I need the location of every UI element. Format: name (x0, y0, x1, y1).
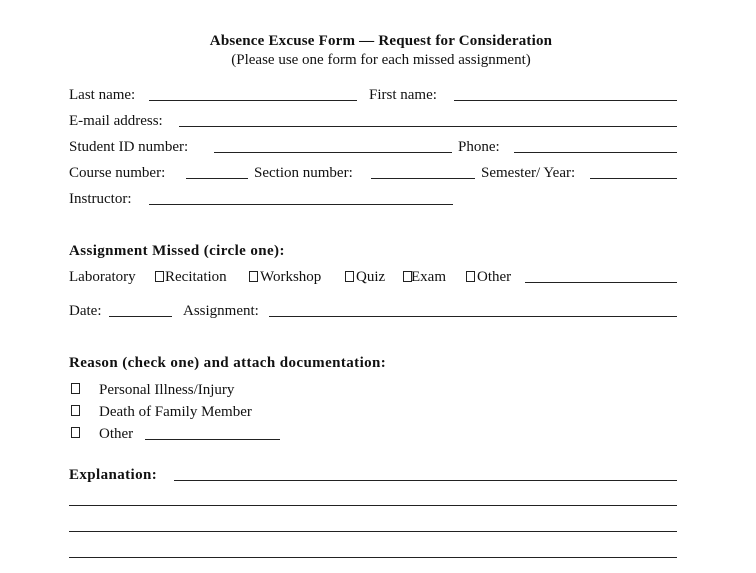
form-subtitle: (Please use one form for each missed assignment) (231, 52, 531, 68)
death-family-checkbox[interactable] (71, 405, 80, 416)
option-workshop[interactable]: Workshop (260, 269, 322, 285)
reason-illness-label: Personal Illness/Injury (99, 382, 235, 398)
email-field[interactable] (179, 126, 677, 127)
option-quiz[interactable]: Quiz (356, 269, 386, 285)
assignment-label: Assignment: (183, 303, 259, 319)
date-field[interactable] (109, 316, 172, 317)
reason-heading: Reason (check one) and attach documentation: (69, 355, 387, 371)
section-number-label: Section number: (254, 165, 353, 181)
reason-other-label: Other (99, 426, 134, 442)
explanation-line-4[interactable] (69, 557, 677, 558)
illness-checkbox[interactable] (71, 383, 80, 394)
recitation-checkbox[interactable] (155, 271, 164, 282)
instructor-label: Instructor: (69, 191, 132, 207)
quiz-checkbox[interactable] (345, 271, 354, 282)
option-exam[interactable]: Exam (411, 269, 446, 285)
email-label: E-mail address: (69, 113, 163, 129)
other-assignment-checkbox[interactable] (466, 271, 475, 282)
other-reason-checkbox[interactable] (71, 427, 80, 438)
semester-year-label: Semester/ Year: (481, 165, 576, 181)
form-title: Absence Excuse Form — Request for Consideration (209, 33, 553, 49)
section-number-field[interactable] (371, 178, 475, 179)
workshop-checkbox[interactable] (249, 271, 258, 282)
first-name-label: First name: (369, 87, 437, 103)
last-name-field[interactable] (149, 100, 357, 101)
instructor-field[interactable] (149, 204, 453, 205)
other-reason-field[interactable] (145, 439, 280, 440)
date-label: Date: (69, 303, 102, 319)
course-number-label: Course number: (69, 165, 166, 181)
course-number-field[interactable] (186, 178, 248, 179)
option-laboratory[interactable]: Laboratory (69, 269, 136, 285)
assignment-missed-heading: Assignment Missed (circle one): (69, 243, 285, 259)
last-name-label: Last name: (69, 87, 136, 103)
phone-field[interactable] (514, 152, 677, 153)
explanation-line-1[interactable] (174, 480, 677, 481)
explanation-line-3[interactable] (69, 531, 677, 532)
first-name-field[interactable] (454, 100, 677, 101)
option-recitation[interactable]: Recitation (165, 269, 227, 285)
option-other[interactable]: Other (477, 269, 512, 285)
assignment-field[interactable] (269, 316, 677, 317)
explanation-label: Explanation: (69, 467, 158, 483)
reason-death-label: Death of Family Member (99, 404, 252, 420)
student-id-label: Student ID number: (69, 139, 189, 155)
phone-label: Phone: (458, 139, 500, 155)
student-id-field[interactable] (214, 152, 452, 153)
explanation-line-2[interactable] (69, 505, 677, 506)
semester-year-field[interactable] (590, 178, 677, 179)
other-assignment-field[interactable] (525, 282, 677, 283)
